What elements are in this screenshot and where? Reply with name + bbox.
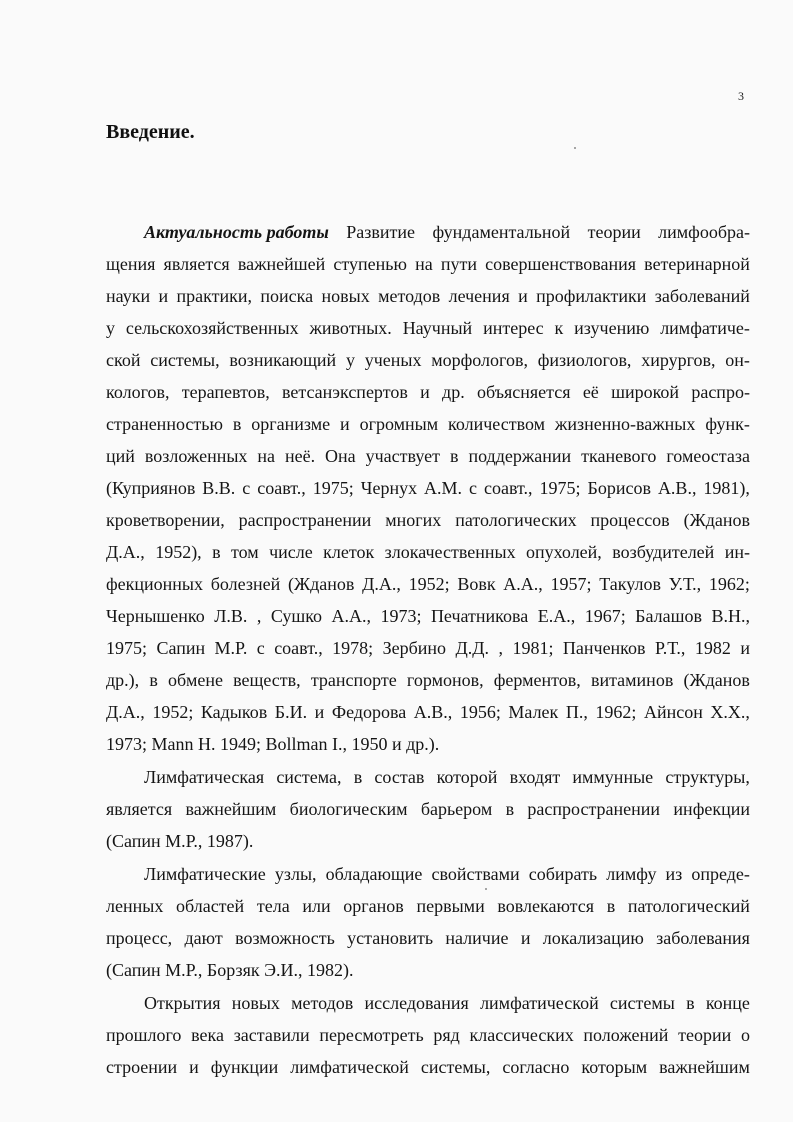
word: которым bbox=[581, 1057, 648, 1077]
word: профилактики bbox=[536, 286, 647, 306]
paragraph-line bbox=[144, 219, 750, 245]
word: том bbox=[231, 542, 259, 562]
word: ветеринарной bbox=[644, 254, 750, 274]
word: теории bbox=[678, 1025, 732, 1045]
word: (Жданов bbox=[287, 574, 355, 594]
word: числе bbox=[269, 542, 313, 562]
word: , bbox=[256, 606, 262, 626]
word: неё. bbox=[284, 446, 316, 466]
word: органов bbox=[343, 896, 404, 916]
word: патологический bbox=[627, 896, 750, 916]
word: прошлого bbox=[106, 1025, 182, 1045]
word: и bbox=[340, 414, 350, 434]
word: фекционных bbox=[106, 574, 204, 594]
word: распространении bbox=[527, 799, 661, 819]
word: поддержании bbox=[468, 446, 572, 466]
word: с bbox=[242, 478, 251, 498]
word: транспорте bbox=[310, 670, 397, 690]
word: Борисов bbox=[587, 478, 651, 498]
section-heading: Актуальность работы bbox=[144, 222, 329, 242]
word: А.А., bbox=[331, 606, 372, 626]
word: ученых bbox=[364, 350, 422, 370]
word: 1978; bbox=[332, 638, 374, 658]
word: кологов, bbox=[106, 382, 170, 402]
page-title: Введение. bbox=[106, 121, 195, 143]
paragraph-line bbox=[106, 635, 750, 661]
paragraph-line bbox=[106, 603, 750, 629]
word: дают bbox=[184, 928, 223, 948]
word: Научный bbox=[402, 318, 473, 338]
word: др.), bbox=[106, 670, 140, 690]
word: барьером bbox=[420, 799, 493, 819]
word: ций bbox=[106, 446, 135, 466]
word: обладающие bbox=[325, 864, 423, 884]
word: возможность bbox=[235, 928, 335, 948]
word: теории bbox=[587, 222, 641, 242]
scan-speck bbox=[574, 147, 576, 149]
word: организме bbox=[251, 414, 331, 434]
word: 1975; bbox=[106, 638, 148, 658]
word: у bbox=[106, 318, 115, 338]
word: он- bbox=[725, 350, 750, 370]
word: её bbox=[582, 382, 599, 402]
paragraph-line bbox=[106, 571, 750, 597]
word: узлы, bbox=[274, 864, 317, 884]
word: века bbox=[191, 1025, 224, 1045]
word: интерес bbox=[483, 318, 544, 338]
paragraph-line bbox=[106, 925, 750, 951]
word: заболеваний bbox=[654, 286, 750, 306]
word: и bbox=[518, 286, 528, 306]
word: патологических bbox=[455, 510, 577, 530]
word: Лимфатическая bbox=[144, 767, 265, 787]
word: В.В. bbox=[202, 478, 236, 498]
word: (Жданов bbox=[683, 510, 750, 530]
word: функции bbox=[210, 1057, 279, 1077]
word: Зербино bbox=[382, 638, 447, 658]
paragraph-line bbox=[106, 315, 750, 341]
word: распро- bbox=[691, 382, 750, 402]
word: наличие bbox=[445, 928, 509, 948]
word: заставили bbox=[233, 1025, 310, 1045]
word: щения bbox=[106, 254, 156, 274]
word: системы, bbox=[420, 1057, 491, 1077]
paragraph-line bbox=[106, 443, 750, 469]
word: и bbox=[740, 638, 750, 658]
word: заболевания bbox=[656, 928, 750, 948]
word: хирургов, bbox=[641, 350, 716, 370]
word: 1973; bbox=[380, 606, 422, 626]
word: А.В., bbox=[657, 478, 697, 498]
word: методов bbox=[378, 286, 441, 306]
word: Балашов bbox=[635, 606, 702, 626]
word: лечения bbox=[448, 286, 510, 306]
word: важнейшей bbox=[237, 254, 326, 274]
paragraph-line bbox=[106, 667, 750, 693]
word: А.М. bbox=[424, 478, 463, 498]
word: Д.А., bbox=[106, 542, 145, 562]
word: 1982 bbox=[694, 638, 731, 658]
word: распространении bbox=[238, 510, 372, 530]
word: инфекции bbox=[673, 799, 750, 819]
word: веществ, bbox=[233, 670, 301, 690]
paragraph-line bbox=[106, 507, 750, 533]
word: функ- bbox=[705, 414, 750, 434]
word: соавт., bbox=[257, 478, 306, 498]
word: науки bbox=[106, 286, 151, 306]
word: согласно bbox=[502, 1057, 570, 1077]
paragraph-line bbox=[106, 539, 750, 565]
word: Х.Х., bbox=[710, 702, 750, 722]
word: у bbox=[345, 350, 355, 370]
word: пересмотреть bbox=[319, 1025, 424, 1045]
word: собирать bbox=[528, 864, 598, 884]
word: Вовк bbox=[457, 574, 496, 594]
word: свойствами bbox=[431, 864, 520, 884]
word: Д.Д. bbox=[455, 638, 490, 658]
word: строении bbox=[106, 1057, 178, 1077]
word: 1957; bbox=[550, 574, 592, 594]
word: в bbox=[686, 993, 695, 1013]
word: Малек bbox=[508, 702, 559, 722]
word: 1975; bbox=[539, 478, 581, 498]
word: является bbox=[106, 799, 173, 819]
paragraph-line bbox=[144, 990, 750, 1016]
word: соавт., bbox=[274, 638, 323, 658]
word: Развитие bbox=[346, 222, 416, 242]
word: локализацию bbox=[542, 928, 644, 948]
paragraph-line bbox=[106, 1022, 750, 1048]
word: состав bbox=[374, 767, 425, 787]
word: огромным bbox=[359, 414, 439, 434]
word: и bbox=[189, 1057, 199, 1077]
paragraph-line bbox=[106, 699, 750, 725]
word: 1962; bbox=[708, 574, 750, 594]
word: тканевого bbox=[581, 446, 657, 466]
word: установить bbox=[347, 928, 434, 948]
word: Р.Т., bbox=[654, 638, 686, 658]
word: важнейшим bbox=[659, 1057, 750, 1077]
word: морфологов, bbox=[431, 350, 528, 370]
word: М.Р. bbox=[214, 638, 248, 658]
word: и bbox=[314, 702, 325, 722]
word: соавт., bbox=[484, 478, 533, 498]
word: 1952; bbox=[408, 574, 450, 594]
word: конце bbox=[705, 993, 750, 1013]
word: сельскохозяйственных bbox=[125, 318, 299, 338]
word: процесс, bbox=[106, 928, 173, 948]
word: в bbox=[232, 414, 242, 434]
word: новых bbox=[231, 993, 280, 1013]
word: опреде- bbox=[691, 864, 750, 884]
paragraph-line bbox=[106, 411, 750, 437]
word: процессов bbox=[590, 510, 670, 530]
word: возбудителей bbox=[612, 542, 715, 562]
word: ряд bbox=[433, 1025, 460, 1045]
word: Такулов bbox=[599, 574, 661, 594]
paragraph-line: (Сапин М.Р., 1987). bbox=[106, 831, 254, 851]
word: А.В., bbox=[413, 702, 453, 722]
word: которой bbox=[436, 767, 498, 787]
word: возложенных bbox=[144, 446, 248, 466]
word: Панченков bbox=[562, 638, 646, 658]
word: биологическим bbox=[289, 799, 408, 819]
paragraph-line bbox=[106, 251, 750, 277]
word: с bbox=[469, 478, 478, 498]
word: тела bbox=[256, 896, 290, 916]
word: в bbox=[606, 896, 616, 916]
word: в bbox=[212, 542, 221, 562]
word: Чернух bbox=[360, 478, 418, 498]
word: положений bbox=[583, 1025, 669, 1045]
word: 1952), bbox=[155, 542, 202, 562]
word: страненностью bbox=[106, 414, 223, 434]
word: (Куприянов bbox=[106, 478, 196, 498]
word: клеток bbox=[323, 542, 375, 562]
word: методов bbox=[291, 993, 354, 1013]
word: кроветворении, bbox=[106, 510, 225, 530]
word: 1956; bbox=[459, 702, 501, 722]
word: 1967; bbox=[584, 606, 626, 626]
paragraph-line bbox=[106, 796, 750, 822]
word: обмене bbox=[167, 670, 223, 690]
word: гомеостаза bbox=[666, 446, 750, 466]
word: к bbox=[554, 318, 564, 338]
word: гормонов, bbox=[406, 670, 484, 690]
word: Открытия bbox=[144, 993, 221, 1013]
word: первыми bbox=[416, 896, 485, 916]
word: совершенствования bbox=[485, 254, 637, 274]
word: Айнсон bbox=[643, 702, 703, 722]
word: терапевтов, bbox=[181, 382, 270, 402]
paragraph-line bbox=[106, 1054, 750, 1080]
word: или bbox=[302, 896, 331, 916]
word: лимфу bbox=[606, 864, 657, 884]
word: ферментов, bbox=[493, 670, 581, 690]
paragraph-line bbox=[106, 283, 750, 309]
word: и bbox=[420, 382, 430, 402]
word: системы bbox=[609, 993, 675, 1013]
word: вовлекаются bbox=[497, 896, 595, 916]
paragraph-line bbox=[144, 764, 750, 790]
word: Федорова bbox=[331, 702, 407, 722]
word: Б.И. bbox=[274, 702, 308, 722]
paragraph-line bbox=[144, 861, 750, 887]
word: широкой bbox=[611, 382, 680, 402]
word: из bbox=[665, 864, 683, 884]
word: объясняется bbox=[476, 382, 571, 402]
word: др. bbox=[442, 382, 465, 402]
word: жизненно-важных bbox=[554, 414, 696, 434]
word: классических bbox=[469, 1025, 574, 1045]
word: ленных bbox=[106, 896, 164, 916]
word: в bbox=[353, 767, 363, 787]
word: А.А., bbox=[503, 574, 543, 594]
paragraph-line bbox=[106, 347, 750, 373]
word: 1981), bbox=[703, 478, 750, 498]
word: фундаментальной bbox=[432, 222, 571, 242]
word: важнейшим bbox=[185, 799, 277, 819]
word: Чернышенко bbox=[106, 606, 205, 626]
word: многих bbox=[385, 510, 442, 530]
word: в bbox=[149, 670, 158, 690]
word: Д.А., bbox=[106, 702, 145, 722]
word: областей bbox=[176, 896, 245, 916]
word: У.Т., bbox=[668, 574, 702, 594]
word: Лимфатические bbox=[144, 864, 266, 884]
word: Печатникова bbox=[430, 606, 529, 626]
word: лимфатиче- bbox=[660, 318, 750, 338]
word: практики, bbox=[176, 286, 252, 306]
word: Л.В. bbox=[214, 606, 248, 626]
word: иммунные bbox=[572, 767, 654, 787]
word: на bbox=[257, 446, 276, 466]
word: и bbox=[158, 286, 169, 306]
word: исследования bbox=[364, 993, 469, 1013]
word: злокачественных bbox=[384, 542, 516, 562]
word: является bbox=[163, 254, 230, 274]
word: лимфатической bbox=[480, 993, 599, 1013]
word: В.Н., bbox=[711, 606, 750, 626]
word: лимфатической bbox=[290, 1057, 409, 1077]
word: (Жданов bbox=[683, 670, 750, 690]
word: в bbox=[449, 446, 459, 466]
word: Она bbox=[325, 446, 356, 466]
word: на bbox=[415, 254, 433, 274]
word: Сапин bbox=[156, 638, 206, 658]
word: физиологов, bbox=[537, 350, 632, 370]
word: 1975; bbox=[312, 478, 354, 498]
word: с bbox=[256, 638, 265, 658]
word: структуры, bbox=[665, 767, 750, 787]
word: входят bbox=[509, 767, 561, 787]
word: Е.А., bbox=[537, 606, 576, 626]
word: опухолей, bbox=[525, 542, 602, 562]
word: Кадыков bbox=[200, 702, 268, 722]
word: Сушко bbox=[270, 606, 323, 626]
word: 1952; bbox=[152, 702, 194, 722]
word: о bbox=[740, 1025, 750, 1045]
word: ской bbox=[106, 350, 141, 370]
word: Д.А., bbox=[362, 574, 401, 594]
scan-speck bbox=[485, 888, 487, 890]
word: 1962; bbox=[595, 702, 637, 722]
word: витаминов bbox=[590, 670, 674, 690]
word: ин- bbox=[724, 542, 750, 562]
word: изучению bbox=[574, 318, 650, 338]
word: лимфообра- bbox=[658, 222, 750, 242]
word: 1981; bbox=[512, 638, 554, 658]
word: участвует bbox=[365, 446, 441, 466]
word: система, bbox=[276, 767, 342, 787]
word: П., bbox=[565, 702, 588, 722]
word: ветсанэкспертов bbox=[282, 382, 408, 402]
word: количеством bbox=[448, 414, 546, 434]
word: в bbox=[505, 799, 515, 819]
paragraph-line bbox=[106, 475, 750, 501]
word: системы, bbox=[150, 350, 220, 370]
word: поиска bbox=[260, 286, 314, 306]
word: , bbox=[498, 638, 503, 658]
paragraph-line bbox=[106, 893, 750, 919]
paragraph-line bbox=[106, 379, 750, 405]
word: животных. bbox=[309, 318, 392, 338]
paragraph-line: (Сапин М.Р., Борзяк Э.И., 1982). bbox=[106, 960, 354, 980]
word: возникающий bbox=[229, 350, 337, 370]
page-number: 3 bbox=[738, 89, 744, 103]
word: новых bbox=[321, 286, 370, 306]
word: пути bbox=[440, 254, 477, 274]
word: ступенью bbox=[333, 254, 407, 274]
paragraph-line: 1973; Mann H. 1949; Bollman I., 1950 и др.). bbox=[106, 734, 440, 754]
word: болезней bbox=[210, 574, 281, 594]
word: и bbox=[520, 928, 531, 948]
